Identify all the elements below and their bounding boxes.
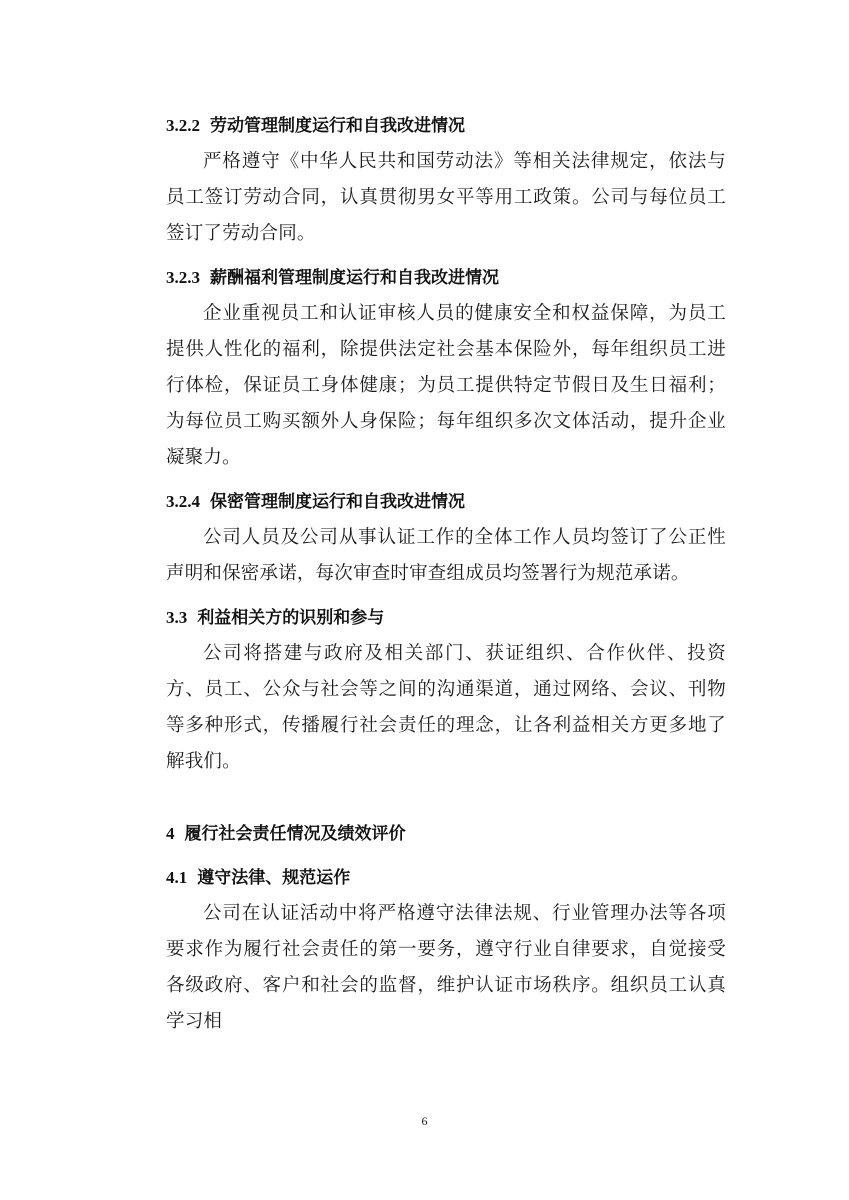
section-number: 3.2.2 [166, 116, 200, 135]
section-heading-4-1 [166, 860, 726, 896]
section-number: 3.2.3 [166, 268, 200, 287]
section-number: 3.3 [166, 608, 188, 627]
section-title: 薪酬福利管理制度运行和自我改进情况 [210, 268, 499, 288]
section-title: 利益相关方的识别和参与 [197, 608, 385, 628]
page-content [166, 108, 726, 1040]
section-title: 履行社会责任情况及绩效评价 [184, 824, 406, 844]
section-paragraph: 公司将搭建与政府及相关部门、获证组织、合作伙伴、投资方、员工、公众与社会等之间的沟通渠道，通过网络、会议、刊物等多种形式，传播履行社会责任的理念，让各利益相关方更多地了解我们。 [166, 643, 726, 772]
section-paragraph: 公司在认证活动中将严格遵守法律法规、行业管理办法等各项要求作为履行社会责任的第一要务，遵守行业自律要求，自觉接受各级政府、客户和社会的监督，维护认证市场秩序。组织员工认真学习相 [166, 903, 726, 1032]
section-heading-4 [166, 816, 726, 852]
section-heading-3-2-3 [166, 260, 726, 296]
section-heading-3-2-2 [166, 108, 726, 144]
section-title: 遵守法律、规范运作 [197, 868, 351, 888]
section-number: 4.1 [166, 868, 188, 887]
section-number: 3.2.4 [166, 492, 200, 511]
section-paragraph: 公司人员及公司从事认证工作的全体工作人员均签订了公正性声明和保密承诺，每次审查时审查组成员均签署行为规范承诺。 [166, 527, 726, 584]
section-paragraph: 严格遵守《中华人民共和国劳动法》等相关法律规定，依法与员工签订劳动合同，认真贯彻男女平等用工政策。公司与每位员工签订了劳动合同。 [166, 151, 726, 244]
section-heading-3-3 [166, 600, 726, 636]
section-heading-3-2-4 [166, 484, 726, 520]
section-number: 4 [166, 824, 175, 843]
section-title: 劳动管理制度运行和自我改进情况 [210, 116, 465, 136]
section-paragraph: 企业重视员工和认证审核人员的健康安全和权益保障，为员工提供人性化的福利，除提供法定社会基本保险外，每年组织员工进行体检，保证员工身体健康；为员工提供特定节假日及生日福利；为每位员工购买额外人身保险；每年组织多次文体活动，提升企业凝聚力。 [166, 303, 726, 468]
page-number: 6 [421, 1114, 428, 1128]
section-title: 保密管理制度运行和自我改进情况 [210, 492, 465, 512]
